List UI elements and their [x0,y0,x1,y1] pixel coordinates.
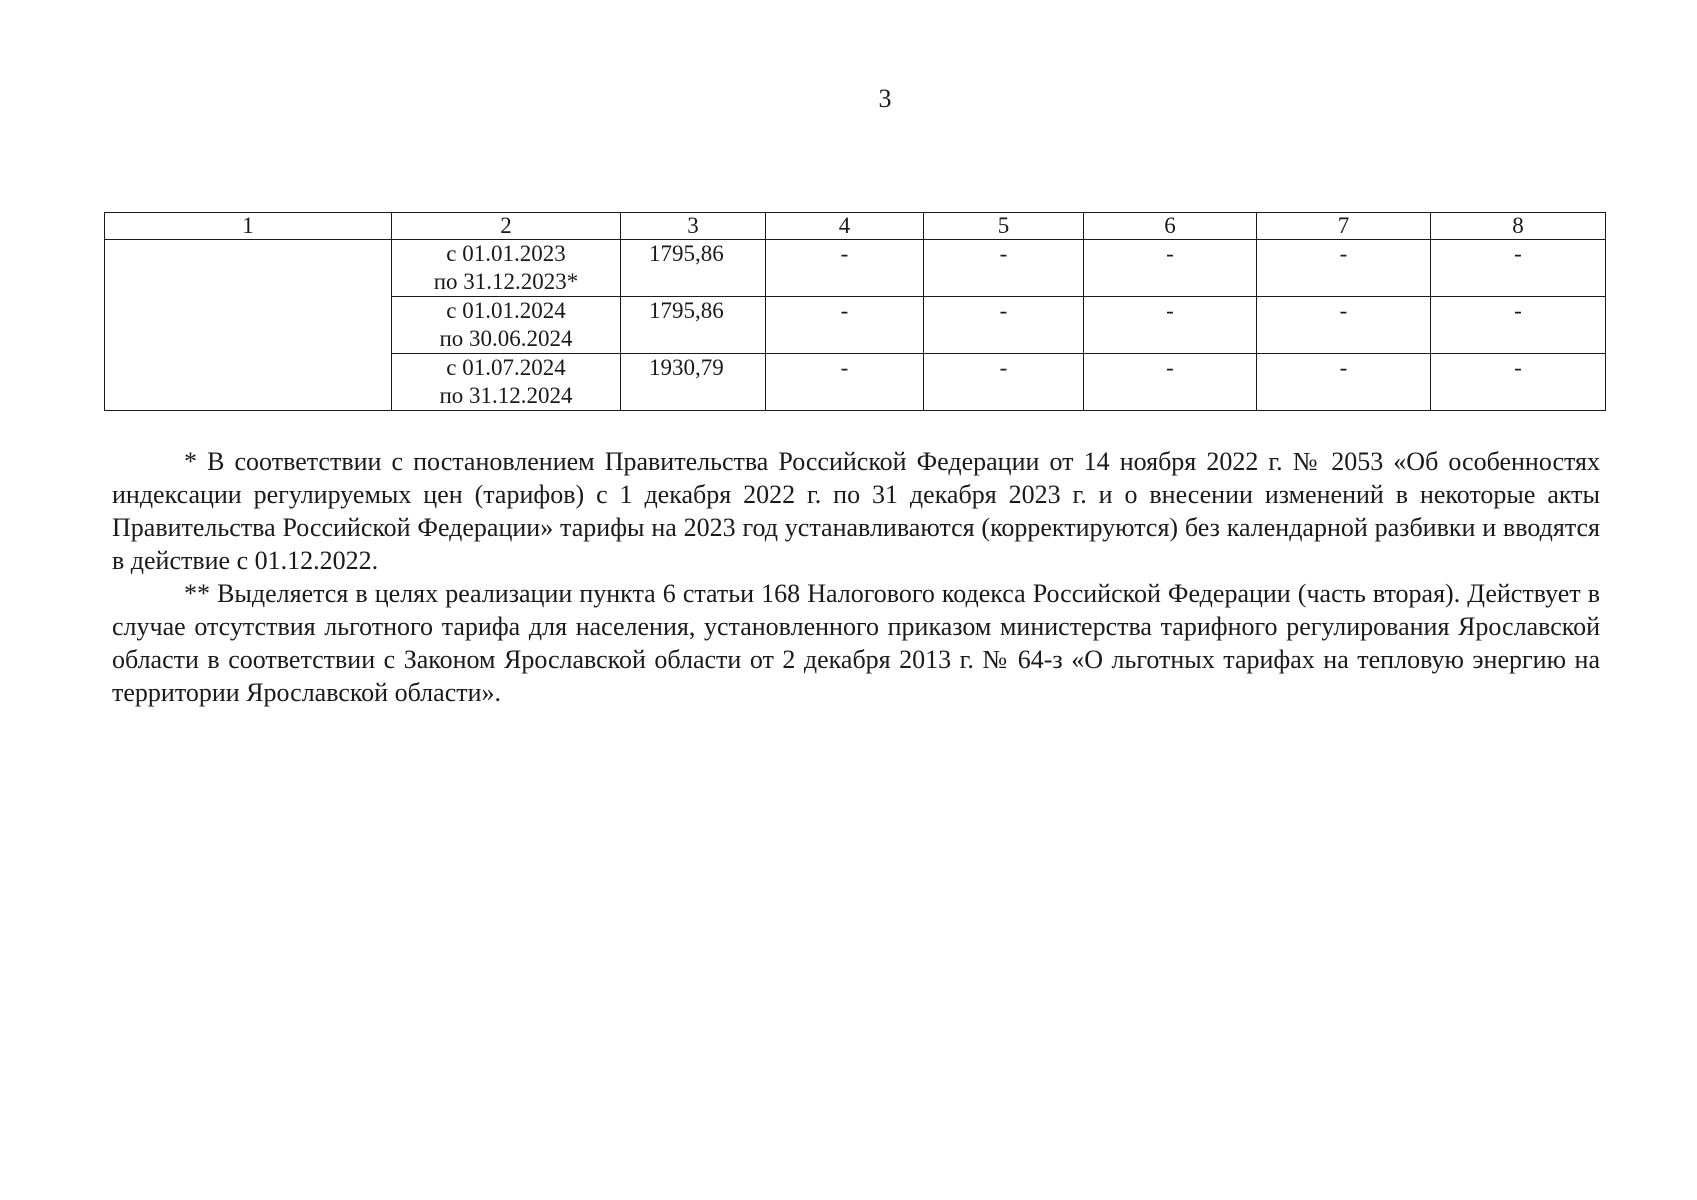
column-number: 8 [1431,213,1606,240]
table-cell: - [924,354,1084,411]
table-cell: - [1257,240,1431,297]
column-number: 6 [1084,213,1257,240]
table-cell: - [1084,354,1257,411]
table-cell: - [1257,297,1431,354]
period-cell [392,240,621,297]
table-cell: - [1257,354,1431,411]
table-cell: - [1084,297,1257,354]
footnotes [112,445,1600,709]
table-cell: - [766,240,924,297]
table-cell: - [1431,297,1606,354]
period-from: с 01.07.2024 [446,355,566,380]
column-number: 5 [924,213,1084,240]
period-to: по 31.12.2023* [433,269,579,294]
tariff-table [104,212,1606,411]
footnote-single-asterisk: * В соответствии с постановлением Правительства Российской Федерации от 14 ноября 2022 г. № 2053 «Об особенностях индексации регулируемых цен (тарифов) с 1 декабря 2022 г. по 31 декабря 2023 г. и о внесении изменений в некоторые акты Правительства Российской Федерации» тарифы на 2023 год устанавливаются (корректируются) без календарной разбивки и вводятся в действие с 01.12.2022. [112,447,1600,575]
period-to: по 31.12.2024 [439,383,573,408]
tariff-value: 1930,79 [621,354,766,411]
page-number: 3 [878,84,892,113]
column-number: 1 [105,213,392,240]
table-row [105,240,1606,297]
table-cell: - [766,297,924,354]
table-cell: - [766,354,924,411]
group-cell [105,240,392,411]
period-from: с 01.01.2024 [446,298,566,323]
table-cell: - [924,297,1084,354]
tariff-value: 1795,86 [621,297,766,354]
column-number: 2 [392,213,621,240]
tariff-value: 1795,86 [621,240,766,297]
table-cell: - [1084,240,1257,297]
period-to: по 30.06.2024 [439,326,573,351]
column-number: 4 [766,213,924,240]
column-number: 3 [621,213,766,240]
period-from: с 01.01.2023 [446,241,566,266]
table-cell: - [924,240,1084,297]
table-cell: - [1431,240,1606,297]
footnote-double-asterisk: ** Выделяется в целях реализации пункта 6 статьи 168 Налогового кодекса Российской Федерации (часть вторая). Действует в случае отсутствия льготного тарифа для населения, установленного приказом министерства тарифного регулирования Ярославской области в соответствии с Законом Ярославской области от 2 декабря 2013 г. № 64-з «О льготных тарифах на тепловую энергию на территории Ярославской области». [112,579,1600,707]
period-cell [392,354,621,411]
table-cell: - [1431,354,1606,411]
period-cell [392,297,621,354]
column-number: 7 [1257,213,1431,240]
table-header-row [105,213,1606,240]
